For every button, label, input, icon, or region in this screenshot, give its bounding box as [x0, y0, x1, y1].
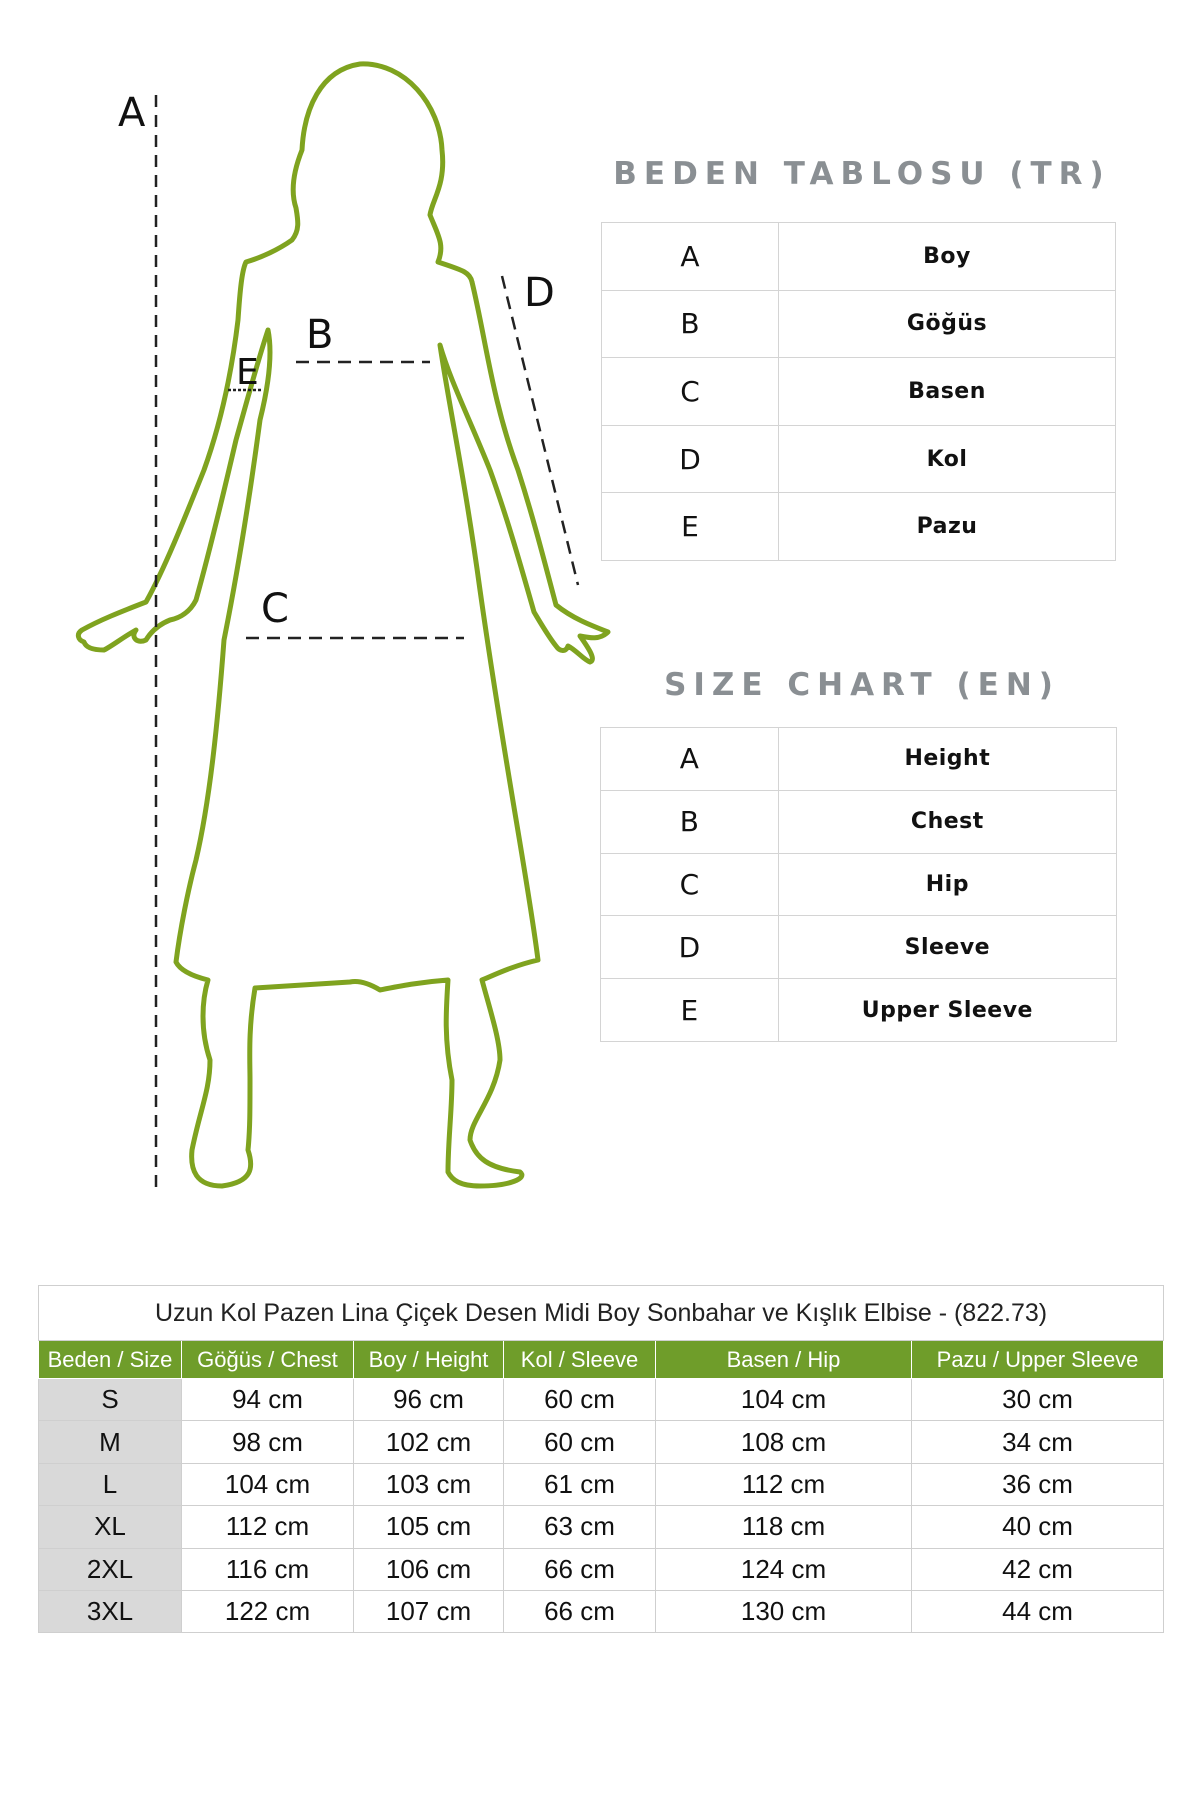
table-cell: 96 cm — [354, 1379, 504, 1421]
label-c: C — [261, 586, 289, 632]
table-cell: 108 cm — [656, 1421, 912, 1463]
table-cell: 60 cm — [504, 1421, 656, 1463]
table-cell: 122 cm — [182, 1590, 354, 1632]
legend-en-table — [600, 727, 1117, 1042]
table-cell: 44 cm — [912, 1590, 1164, 1632]
legend-value: Göğüs — [779, 290, 1116, 358]
legend-value: Height — [778, 728, 1116, 791]
table-cell: 112 cm — [656, 1463, 912, 1505]
legend-value: Chest — [778, 790, 1116, 853]
table-row — [39, 1463, 1164, 1505]
table-cell: 98 cm — [182, 1421, 354, 1463]
legend-en-title: SIZE CHART (EN) — [664, 667, 1060, 703]
legend-row — [602, 493, 1116, 561]
table-row — [39, 1548, 1164, 1590]
legend-tr-title: BEDEN TABLOSU (TR) — [613, 156, 1111, 192]
table-cell: 104 cm — [182, 1463, 354, 1505]
table-cell: 66 cm — [504, 1590, 656, 1632]
table-row — [39, 1506, 1164, 1548]
legend-row — [602, 358, 1116, 426]
legend-key: B — [602, 290, 779, 358]
legend-value: Kol — [779, 425, 1116, 493]
legend-key: D — [602, 425, 779, 493]
legend-key: E — [601, 979, 779, 1042]
table-cell: 34 cm — [912, 1421, 1164, 1463]
legend-row — [602, 290, 1116, 358]
table-cell: 30 cm — [912, 1379, 1164, 1421]
table-cell: 63 cm — [504, 1506, 656, 1548]
legend-key: C — [601, 853, 779, 916]
legend-value: Hip — [778, 853, 1116, 916]
table-cell: 40 cm — [912, 1506, 1164, 1548]
size-label: XL — [39, 1506, 182, 1548]
body-outline — [78, 64, 608, 1186]
table-cell: 105 cm — [354, 1506, 504, 1548]
table-cell: 102 cm — [354, 1421, 504, 1463]
table-cell: 124 cm — [656, 1548, 912, 1590]
legend-value: Upper Sleeve — [778, 979, 1116, 1042]
column-header: Kol / Sleeve — [504, 1341, 656, 1379]
legend-tr-table — [601, 222, 1116, 561]
legend-key: A — [601, 728, 779, 791]
legend-row — [602, 223, 1116, 291]
table-cell: 112 cm — [182, 1506, 354, 1548]
table-cell: 61 cm — [504, 1463, 656, 1505]
column-header: Göğüs / Chest — [182, 1341, 354, 1379]
column-header: Pazu / Upper Sleeve — [912, 1341, 1164, 1379]
legend-key: B — [601, 790, 779, 853]
legend-key: C — [602, 358, 779, 426]
legend-value: Basen — [779, 358, 1116, 426]
table-row — [39, 1379, 1164, 1421]
legend-value: Pazu — [779, 493, 1116, 561]
table-row — [39, 1590, 1164, 1632]
label-b: B — [306, 312, 334, 358]
size-label: 2XL — [39, 1548, 182, 1590]
table-cell: 106 cm — [354, 1548, 504, 1590]
table-cell: 118 cm — [656, 1506, 912, 1548]
table-cell: 104 cm — [656, 1379, 912, 1421]
legend-key: D — [601, 916, 779, 979]
size-label: L — [39, 1463, 182, 1505]
table-cell: 130 cm — [656, 1590, 912, 1632]
legend-row — [601, 728, 1117, 791]
column-header: Boy / Height — [354, 1341, 504, 1379]
table-cell: 107 cm — [354, 1590, 504, 1632]
table-row — [39, 1421, 1164, 1463]
body-measurement-figure — [0, 0, 700, 1220]
header-row — [39, 1341, 1164, 1379]
label-d: D — [524, 270, 555, 316]
table-cell: 42 cm — [912, 1548, 1164, 1590]
label-a: A — [118, 90, 146, 136]
size-label: M — [39, 1421, 182, 1463]
table-cell: 116 cm — [182, 1548, 354, 1590]
table-cell: 94 cm — [182, 1379, 354, 1421]
legend-key: A — [602, 223, 779, 291]
size-table — [38, 1285, 1164, 1633]
legend-row — [601, 853, 1117, 916]
column-header: Beden / Size — [39, 1341, 182, 1379]
size-label: S — [39, 1379, 182, 1421]
legend-row — [601, 790, 1117, 853]
product-caption: Uzun Kol Pazen Lina Çiçek Desen Midi Boy Sonbahar ve Kışlık Elbise - (822.73) — [39, 1286, 1164, 1341]
legend-row — [601, 979, 1117, 1042]
table-cell: 36 cm — [912, 1463, 1164, 1505]
column-header: Basen / Hip — [656, 1341, 912, 1379]
legend-value: Sleeve — [778, 916, 1116, 979]
legend-key: E — [602, 493, 779, 561]
table-cell: 66 cm — [504, 1548, 656, 1590]
legend-row — [601, 916, 1117, 979]
label-e: E — [236, 352, 259, 393]
size-label: 3XL — [39, 1590, 182, 1632]
legend-row — [602, 425, 1116, 493]
legend-value: Boy — [779, 223, 1116, 291]
table-cell: 103 cm — [354, 1463, 504, 1505]
table-cell: 60 cm — [504, 1379, 656, 1421]
